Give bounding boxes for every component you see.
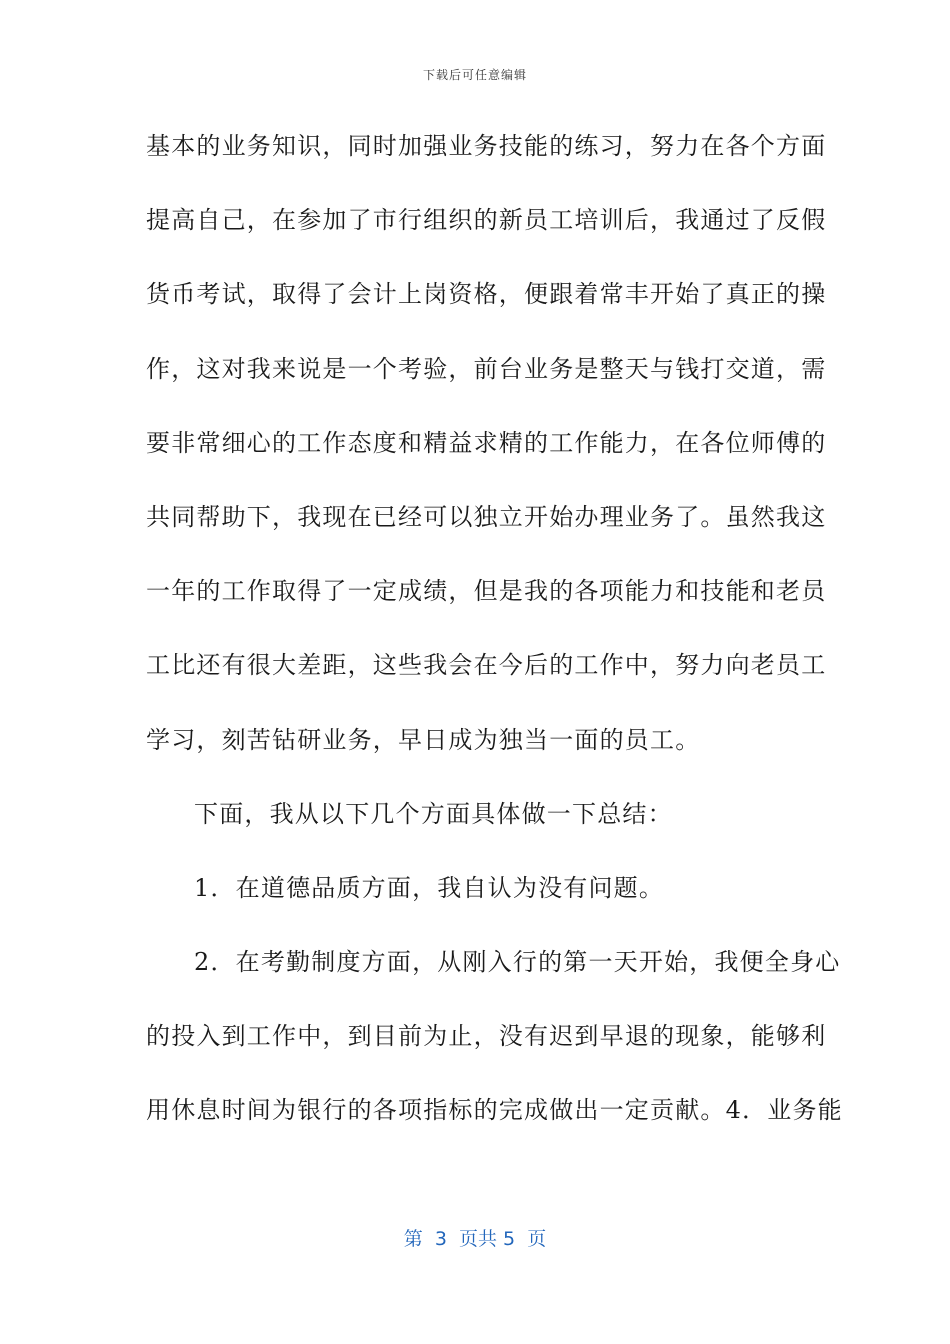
paragraph-line: 货币考试，取得了会计上岗资格，便跟着常丰开始了真正的操 [146, 280, 827, 309]
paragraph-line: 学习，刻苦钻研业务，早日成为独当一面的员工。 [146, 725, 701, 754]
paragraph-line: 下面，我从以下几个方面具体做一下总结： [194, 799, 673, 828]
paragraph-line: 提高自己，在参加了市行组织的新员工培训后，我通过了反假 [146, 206, 827, 235]
paragraph-line: 基本的业务知识，同时加强业务技能的练习，努力在各个方面 [146, 132, 827, 160]
page-number: 第 3 页共 5 页 [403, 1228, 547, 1250]
header-note: 下载后可任意编辑 [422, 68, 527, 82]
paragraph-line: 共同帮助下，我现在已经可以独立开始办理业务了。虽然我这 [146, 502, 827, 531]
paragraph-line: 一年的工作取得了一定成绩，但是我的各项能力和技能和老员 [146, 577, 827, 606]
paragraph-line: 的投入到工作中，到目前为止，没有迟到早退的现象，能够利 [146, 1022, 827, 1051]
document-body [146, 124, 843, 1163]
list-item: 1．在道德品质方面，我自认为没有问题。 [194, 873, 665, 902]
paragraph-line: 用休息时间为银行的各项指标的完成做出一定贡献。4．业务能 [146, 1096, 843, 1125]
paragraph-line: 要非常细心的工作态度和精益求精的工作能力，在各位师傅的 [146, 428, 827, 457]
paragraph-line: 工比还有很大差距，这些我会在今后的工作中，努力向老员工 [146, 651, 827, 680]
list-item: 2．在考勤制度方面，从刚入行的第一天开始，我便全身心 [194, 948, 841, 977]
paragraph-line: 作，这对我来说是一个考验，前台业务是整天与钱打交道，需 [146, 354, 827, 383]
